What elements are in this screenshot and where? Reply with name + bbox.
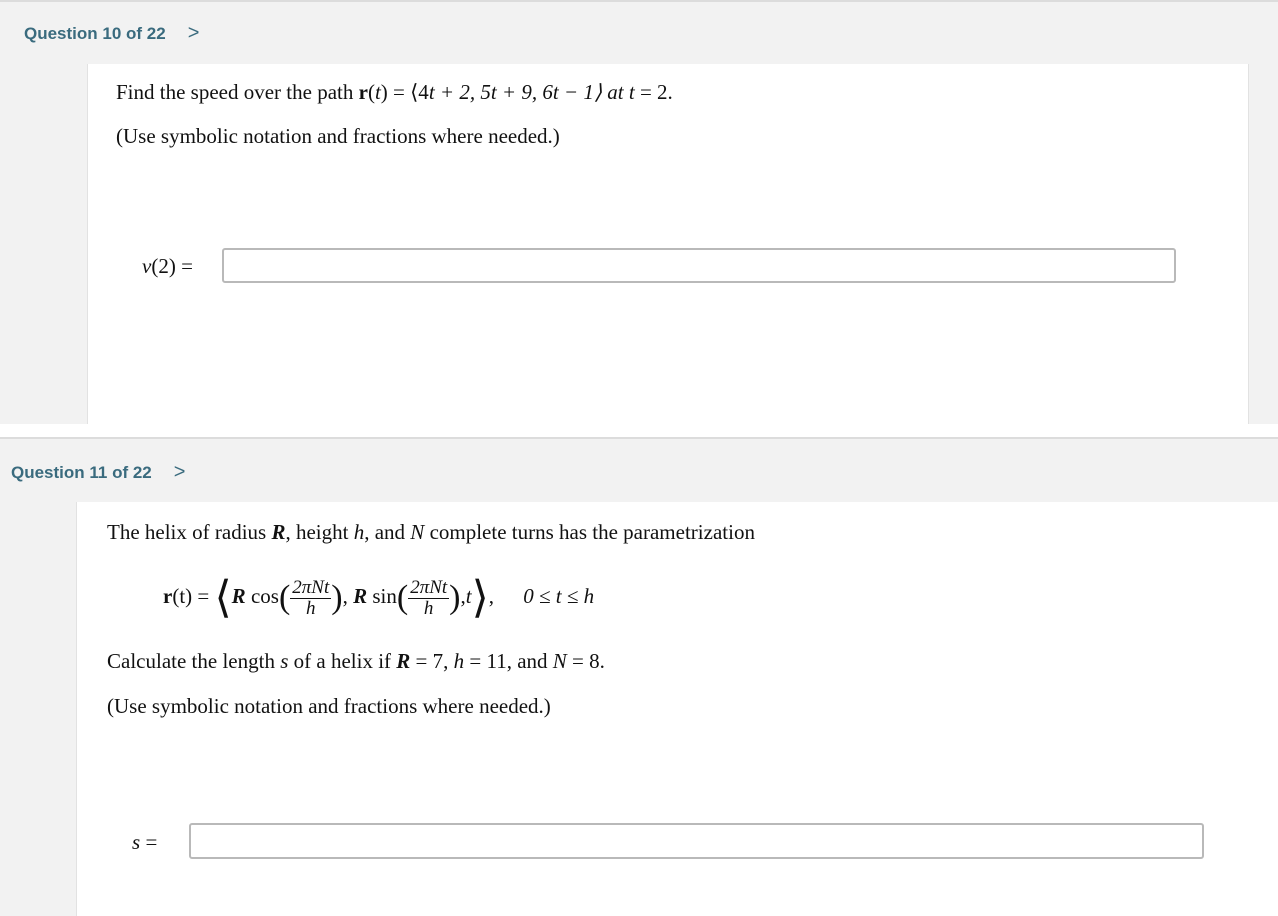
question-11-header[interactable] [11, 461, 185, 484]
question-11-calc: Calculate the length s of a helix if R = 7, h = 11, and N = 8. [107, 649, 605, 673]
question-10-card [87, 64, 1249, 424]
question-11-note: (Use symbolic notation and fractions where needed.) [107, 694, 551, 718]
question-10-prompt: Find the speed over the path r(t) = ⟨4t + 2, 5t + 9, 6t − 1⟩ at t = 2. [116, 80, 673, 104]
helix-domain: 0 ≤ t ≤ h [523, 584, 595, 608]
question-11-title: Question 11 of 22 [11, 463, 152, 482]
question-10-answer-input[interactable] [222, 248, 1176, 283]
helix-formula: r(t) = ⟨R cos( $\frac{\text{2πNt}}{h}$ ), R sin( $\frac{\text{2πNt}}{h}$ ),t⟩, 0 ≤ t ≤ h [163, 573, 595, 623]
fraction-sin: $\frac{\text{2πNt}}{h}$ [410, 576, 448, 619]
question-10-header[interactable] [24, 22, 199, 45]
question-11-answer-input[interactable] [189, 823, 1204, 859]
question-11-intro: The helix of radius R, height h, and N complete turns has the parametrization [107, 520, 755, 544]
question-10-answer-label: v(2) = [142, 254, 193, 278]
question-10-title: Question 10 of 22 [24, 24, 166, 43]
chevron-right-icon[interactable]: > [187, 22, 200, 44]
fraction-cos: $\frac{\text{2πNt}}{h}$ [292, 576, 330, 619]
chevron-right-icon[interactable]: > [173, 461, 186, 483]
question-11-answer-label: s = [132, 830, 158, 854]
question-10-note: (Use symbolic notation and fractions where needed.) [116, 124, 560, 148]
